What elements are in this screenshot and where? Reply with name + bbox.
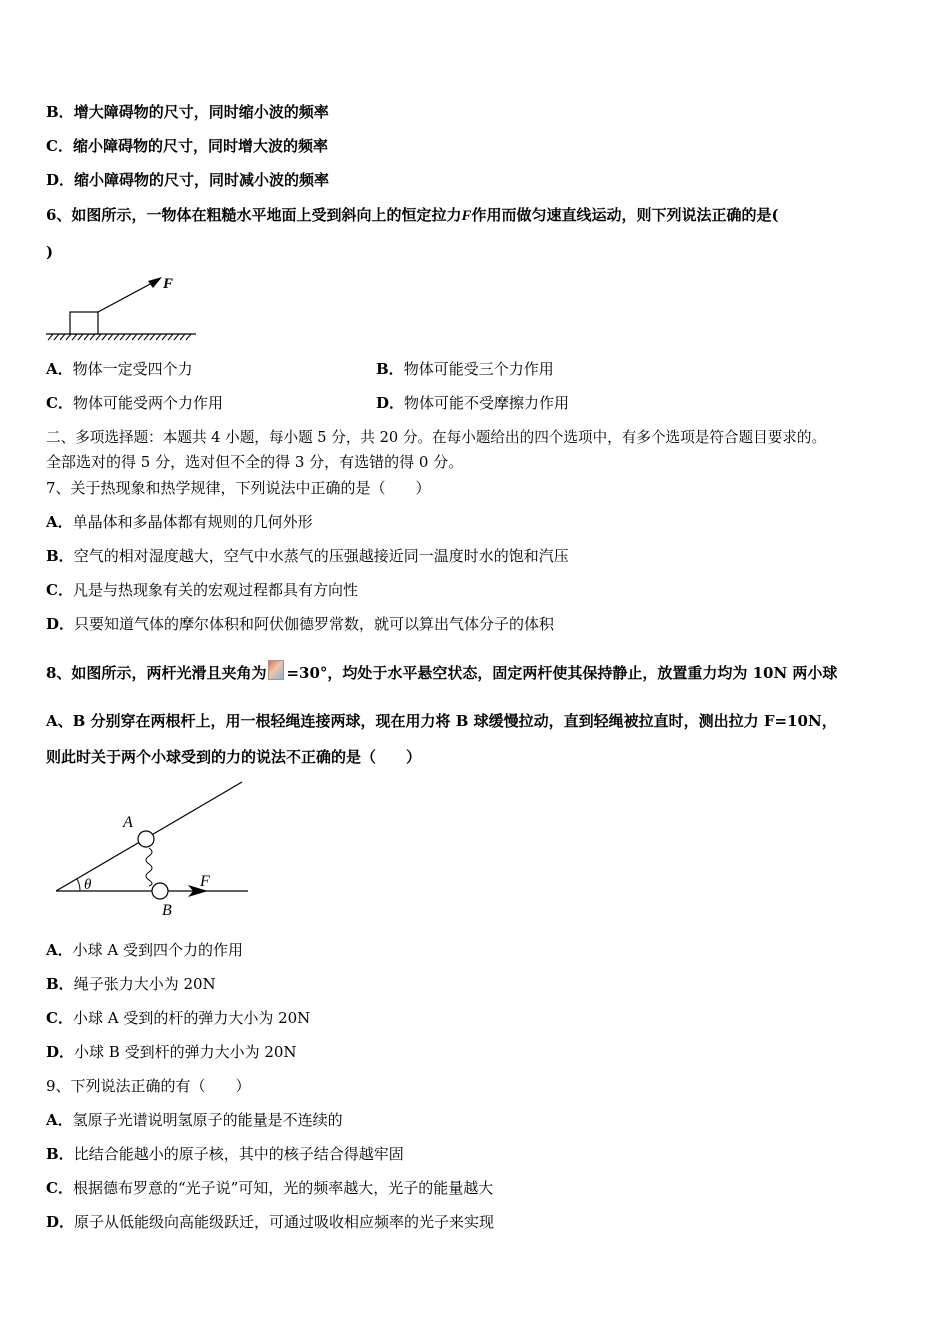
q6-stem-text-2: 作用而做匀速直线运动，则下列说法正确的是( <box>471 206 779 224</box>
option-label: A． <box>46 1111 73 1129</box>
q7-option-b <box>46 546 569 566</box>
option-label: A． <box>46 941 73 959</box>
option-text: 根据德布罗意的“光子说”可知，光的频率越大，光子的能量越大 <box>72 1179 494 1197</box>
q8-stem-line2: A、B 分别穿在两根杆上，用一根轻绳连接两球，现在用力将 B 球缓慢拉动，直到轻绳被拉直时，测出拉力 F=10N， <box>46 712 837 730</box>
q7-option-d <box>46 614 554 634</box>
section2-line2: 全部选对的得 5 分，选对但不全的得 3 分，有选错的得 0 分。 <box>46 453 464 471</box>
q6-option-a <box>46 359 193 379</box>
q8-option-b <box>46 974 216 994</box>
option-text: 氢原子光谱说明氢原子的能量是不连续的 <box>72 1111 343 1129</box>
option-label: B． <box>46 547 74 565</box>
q9-stem: 9、下列说法正确的有（ ） <box>46 1077 251 1095</box>
option-label: C． <box>46 137 73 155</box>
option-label: A． <box>46 513 73 531</box>
q7-option-a <box>46 512 313 532</box>
q8-figure <box>50 776 260 922</box>
option-text: 物体可能不受摩擦力作用 <box>404 394 570 412</box>
option-label: A． <box>46 360 73 378</box>
block <box>70 312 98 334</box>
force-arrowhead <box>148 277 162 288</box>
label-f: F <box>200 873 210 890</box>
q8-option-c <box>46 1008 310 1028</box>
option-text: 缩小障碍物的尺寸，同时减小波的频率 <box>74 171 330 189</box>
q7-option-c <box>46 580 358 600</box>
q8-option-d <box>46 1042 297 1062</box>
option-label: D． <box>46 615 75 633</box>
option-label: B． <box>46 1145 74 1163</box>
option-label: C． <box>46 394 73 412</box>
theta-image-icon <box>268 660 284 680</box>
q6-stem-text: 6、如图所示，一物体在粗糙水平地面上受到斜向上的恒定拉力 <box>46 206 462 224</box>
section2-line1: 二、多项选择题：本题共 4 小题，每小题 5 分，共 20 分。在每小题给出的四个选项中，有多个选项是符合题目要求的。 <box>46 429 827 446</box>
option-text: 增大障碍物的尺寸，同时缩小波的频率 <box>73 103 329 121</box>
option-text: 小球 A 受到四个力的作用 <box>72 941 244 959</box>
option-text: 绳子张力大小为 20N <box>73 975 216 993</box>
q8-stem-line1 <box>46 660 837 683</box>
q9-option-a <box>46 1110 343 1130</box>
ball-a <box>138 831 154 847</box>
option-text: 物体一定受四个力 <box>72 360 193 378</box>
option-label: B． <box>376 360 404 378</box>
q6-figure <box>44 270 200 342</box>
option-text: 小球 A 受到的杆的弹力大小为 20N <box>72 1009 311 1027</box>
option-text: 小球 B 受到杆的弹力大小为 20N <box>74 1043 297 1061</box>
option-text: 比结合能越小的原子核，其中的核子结合得越牢固 <box>73 1145 404 1163</box>
option-label: C． <box>46 1179 73 1197</box>
option-label: B． <box>46 975 74 993</box>
option-label: B． <box>46 103 74 121</box>
q6-stem-close: ) <box>46 243 54 261</box>
option-text: 原子从低能级向高能级跃迁，可通过吸收相应频率的光子来实现 <box>74 1213 495 1231</box>
option-text: 物体可能受两个力作用 <box>72 394 223 412</box>
option-label: D． <box>46 171 75 189</box>
q5-option-d <box>46 170 329 190</box>
option-text: 空气的相对湿度越大，空气中水蒸气的压强越接近同一温度时水的饱和汽压 <box>73 547 569 565</box>
q6-option-d <box>376 393 569 413</box>
option-text: 缩小障碍物的尺寸，同时增大波的频率 <box>72 137 328 155</box>
q6-stem <box>46 205 779 226</box>
option-label: D． <box>46 1043 75 1061</box>
label-a: A <box>123 814 133 831</box>
q8-stem-text: 8、如图所示，两杆光滑且夹角为 <box>46 664 267 682</box>
option-label: D． <box>376 394 405 412</box>
q8-stem-text-2: =30°，均处于水平悬空状态，固定两杆使其保持静止，放置重力均为 10N 两小球 <box>286 664 838 682</box>
q9-option-c <box>46 1178 493 1198</box>
option-label: D． <box>46 1213 75 1231</box>
q9-option-d <box>46 1212 494 1232</box>
q6-stem-var: F <box>461 208 472 224</box>
option-label: C． <box>46 1009 73 1027</box>
ball-b <box>152 883 168 899</box>
option-label: C． <box>46 581 73 599</box>
option-text: 凡是与热现象有关的宏观过程都具有方向性 <box>72 581 358 599</box>
force-label: F <box>163 276 174 292</box>
q6-option-b <box>376 359 554 379</box>
q7-stem: 7、关于热现象和热学规律，下列说法中正确的是（ ） <box>46 479 431 497</box>
q9-option-b <box>46 1144 404 1164</box>
theta-label: θ <box>84 877 92 893</box>
option-text: 物体可能受三个力作用 <box>403 360 554 378</box>
q8-stem-line3: 则此时关于两个小球受到的力的说法不正确的是（ ） <box>46 748 422 766</box>
angle-arc <box>77 879 80 891</box>
rope <box>146 848 152 886</box>
option-text: 单晶体和多晶体都有规则的几何外形 <box>72 513 313 531</box>
q6-option-c <box>46 393 223 413</box>
option-text: 只要知道气体的摩尔体积和阿伏伽德罗常数，就可以算出气体分子的体积 <box>74 615 555 633</box>
label-b: B <box>162 902 172 919</box>
q5-option-c <box>46 136 328 156</box>
ground-hatch <box>48 334 191 340</box>
q5-option-b <box>46 102 329 122</box>
q8-option-a <box>46 940 243 960</box>
force-arrow <box>98 282 154 312</box>
